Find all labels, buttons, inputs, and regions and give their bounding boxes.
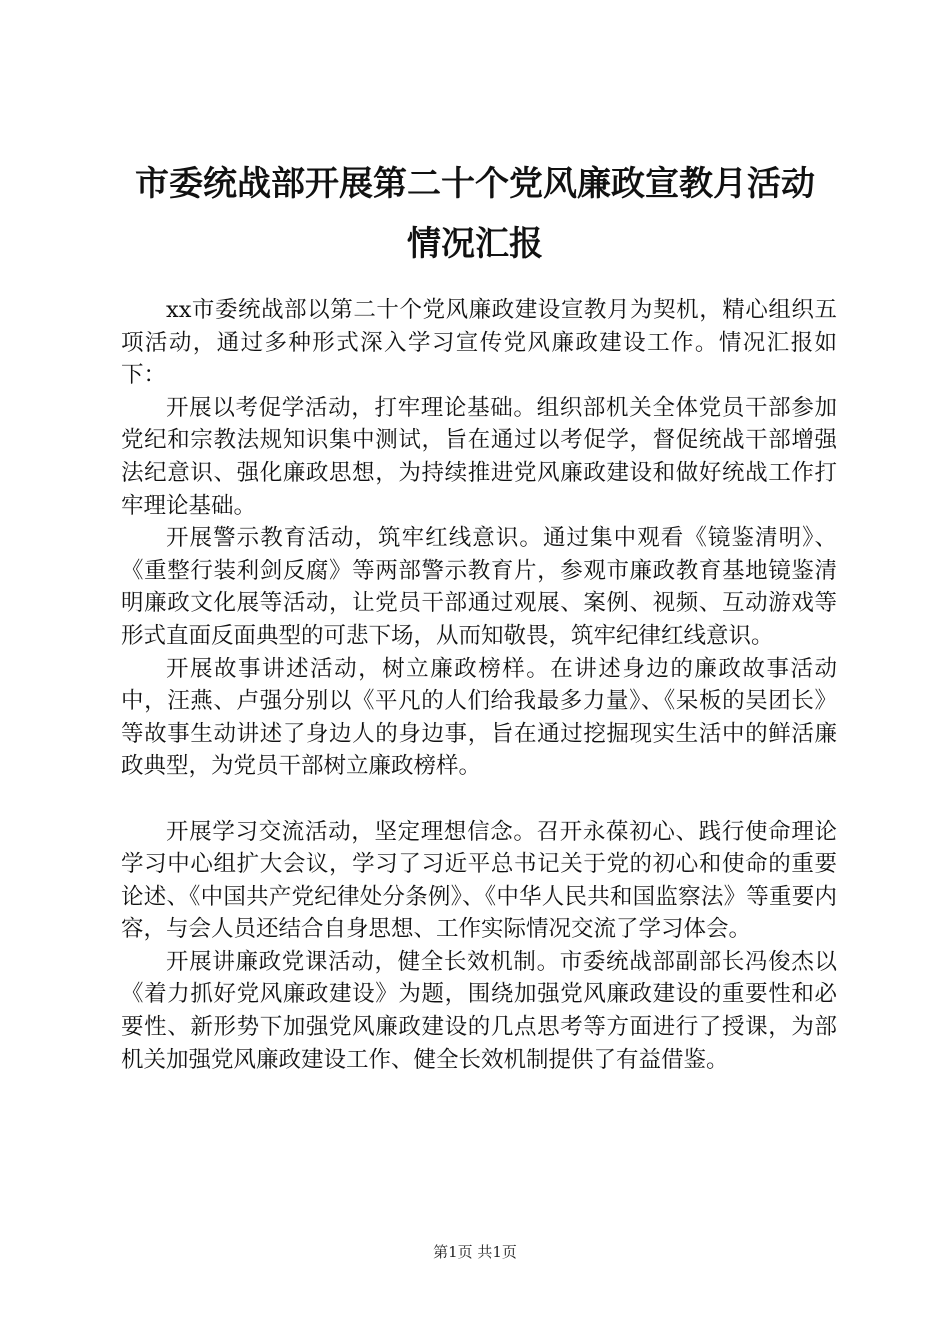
document-title-line-1: 市委统战部开展第二十个党风廉政宣教月活动 — [135, 164, 815, 204]
paragraph-party-lecture: 开展讲廉政党课活动，健全长效机制。市委统战部副部长冯俊杰以《着力抓好党风廉政建设》为题，围绕加强党风廉政建设的重要性和必要性、新形势下加强党风廉政建设的几点思考等方面进行了授课，为部机关加强党风廉政建设工作、健全长效机制提供了有益借鉴。 — [121, 948, 837, 1073]
page-footer: 第1页 共1页 — [433, 1243, 517, 1261]
paragraph-study-exchange: 开展学习交流活动，坚定理想信念。召开永葆初心、践行使命理论学习中心组扩大会议，学习了习近平总书记关于党的初心和使命的重要论述、《中国共产党纪律处分条例》、《中华人民共和国监察法》等重要内容，与会人员还结合自身思想、工作实际情况交流了学习体会。 — [121, 818, 837, 943]
paragraph-exam-activity: 开展以考促学活动，打牢理论基础。组织部机关全体党员干部参加党纪和宗教法规知识集中测试，旨在通过以考促学，督促统战干部增强法纪意识、强化廉政思想，为持续推进党风廉政建设和做好统战工作打牢理论基础。 — [121, 394, 837, 519]
paragraph-intro: xx市委统战部以第二十个党风廉政建设宣教月为契机，精心组织五项活动，通过多种形式深入学习宣传党风廉政建设工作。情况汇报如下： — [121, 297, 837, 389]
document-title-line-2: 情况汇报 — [407, 224, 543, 264]
paragraph-story-telling: 开展故事讲述活动，树立廉政榜样。在讲述身边的廉政故事活动中，汪燕、卢强分别以《平凡的人们给我最多力量》、《呆板的吴团长》等故事生动讲述了身边人的身边事，旨在通过挖掘现实生活中的鲜活廉政典型，为党员干部树立廉政榜样。 — [121, 655, 837, 780]
document-body — [121, 294, 837, 1076]
paragraph-warning-education: 开展警示教育活动，筑牢红线意识。通过集中观看《镜鉴清明》、《重整行装利剑反腐》等两部警示教育片，参观市廉政教育基地镜鉴清明廉政文化展等活动，让党员干部通过观展、案例、视频、互动游戏等形式直面反面典型的可悲下场，从而知敬畏，筑牢纪律红线意识。 — [121, 525, 837, 649]
